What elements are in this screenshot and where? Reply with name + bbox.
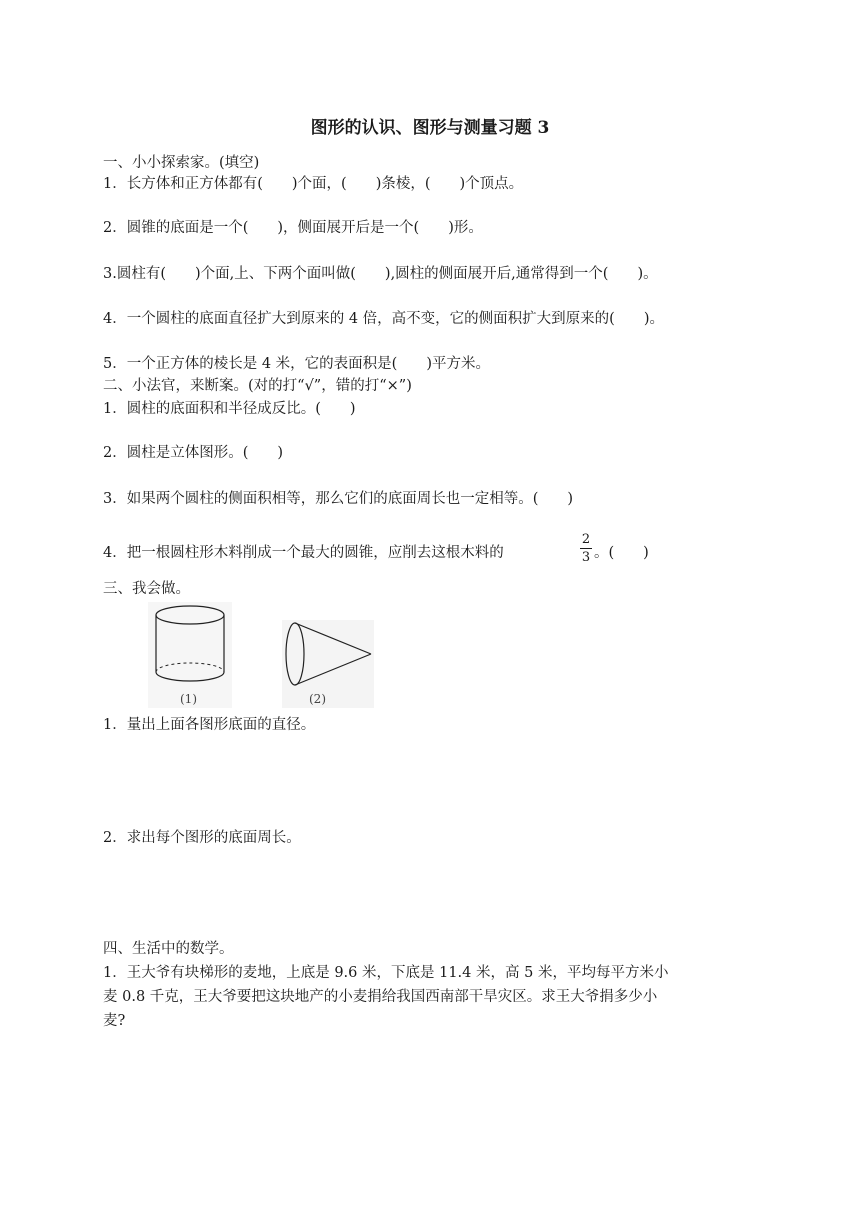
question-2-4-text: 4．把一根圆柱形木料削成一个最大的圆锥，应削去这根木料的 [103,545,504,561]
question-1-1: 1．长方体和正方体都有( )个面，( )条棱，( )个顶点。 [103,176,524,192]
figure-1-label: (1) [180,692,197,706]
question-4-1-line-3: 麦? [103,1013,126,1029]
fraction-bar [580,548,592,549]
question-3-2: 2．求出每个图形的底面周长。 [103,830,301,846]
fraction-two-thirds [580,532,592,565]
fraction-numerator: 2 [581,532,591,547]
question-1-5: 5．一个正方体的棱长是 4 米，它的表面积是( )平方米。 [103,356,490,372]
question-4-1-line-1: 1．王大爷有块梯形的麦地，上底是 9.6 米，下底是 11.4 米，高 5 米，平均每平方米小 [103,965,669,981]
question-2-2: 2．圆柱是立体图形。( ) [103,445,284,461]
section-4-heading: 四、生活中的数学。 [103,941,234,957]
question-1-2: 2．圆锥的底面是一个( )，侧面展开后是一个( )形。 [103,220,483,236]
question-4-1-line-2: 麦 0.8 千克，王大爷要把这块地产的小麦捐给我国西南部干旱灾区。求王大爷捐多少小 [103,989,658,1005]
figure-2-label: (2) [309,692,326,706]
section-2-heading: 二、小法官，来断案。(对的打“√”，错的打“×”) [103,378,412,394]
question-3-1: 1．量出上面各图形底面的直径。 [103,717,316,733]
question-2-3: 3．如果两个圆柱的侧面积相等，那么它们的底面周长也一定相等。( ) [103,491,574,507]
question-1-4: 4．一个圆柱的底面直径扩大到原来的 4 倍，高不变，它的侧面积扩大到原来的( )。 [103,311,664,327]
question-2-1: 1．圆柱的底面积和半径成反比。( ) [103,401,356,417]
page-title: 图形的认识、图形与测量习题 3 [310,118,550,138]
question-1-3: 3.圆柱有( )个面,上、下两个面叫做( ),圆柱的侧面展开后,通常得到一个( )。 [103,266,658,282]
section-1-heading: 一、小小探索家。(填空) [103,155,260,171]
question-2-4-tail: 。( ) [594,545,649,561]
cone-figure [282,620,374,708]
section-3-heading: 三、我会做。 [103,581,190,597]
fraction-denominator: 3 [581,550,591,565]
